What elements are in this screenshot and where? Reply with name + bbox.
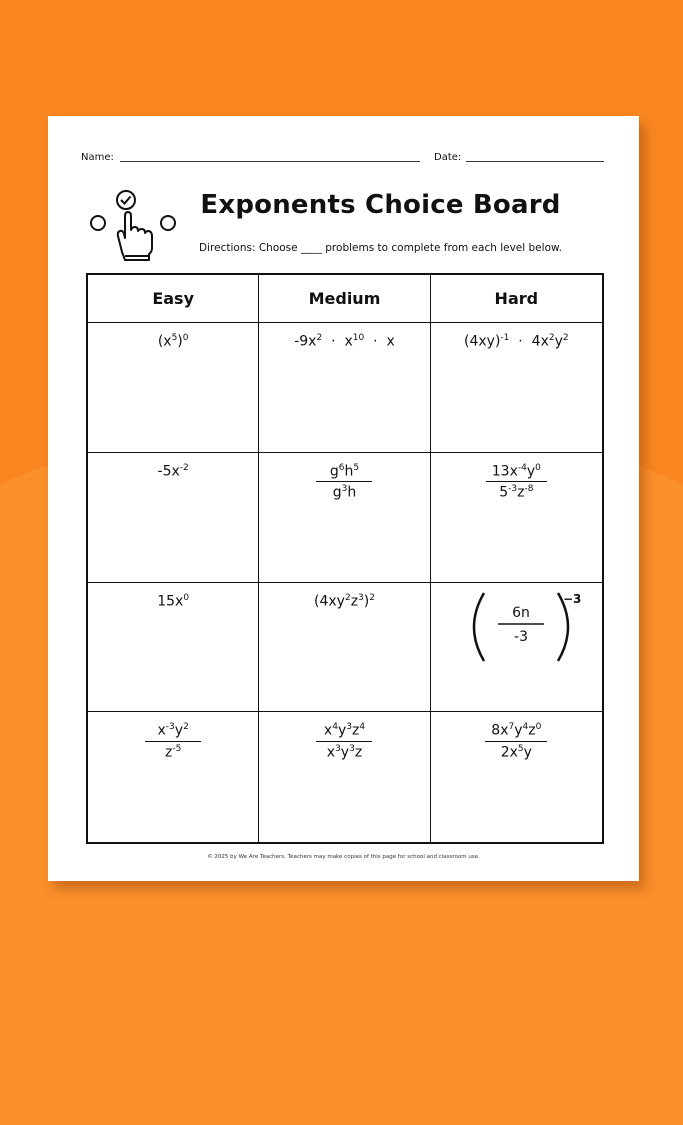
- fraction-numerator: $8x^7y^4z^0$: [485, 722, 547, 742]
- copyright-footer: © 2025 by We Are Teachers. Teachers may make copies of this page for school and classroom use.: [207, 854, 480, 860]
- worksheet-page: [48, 116, 639, 881]
- paren-exponent: −3: [563, 591, 582, 606]
- problem-fraction: [431, 722, 602, 760]
- problem-cell: [431, 453, 602, 583]
- problem-expression: $-9x^2 \cdot x^{10} \cdot x$: [294, 333, 395, 350]
- fraction-denominator: $z^{-5}$: [164, 743, 182, 761]
- fraction-numerator: $13x^{-4}y^0$: [486, 463, 547, 483]
- problem-cell: [259, 323, 430, 453]
- problem-parenthesized-fraction: [431, 587, 602, 667]
- problem-fraction: [259, 722, 429, 760]
- date-label: Date:: [434, 152, 462, 163]
- page-title: Exponents Choice Board: [200, 190, 561, 220]
- paren-numerator: 6n: [512, 604, 531, 621]
- parenthesized-fraction-graphic: [446, 587, 586, 667]
- problem-cell: [259, 583, 430, 713]
- fraction-numerator: $x^{-3}y^2$: [145, 722, 201, 742]
- problem-fraction: [259, 463, 429, 501]
- column-header-medium: Medium: [259, 275, 430, 323]
- directions-text: Directions: Choose ____ problems to complete from each level below.: [199, 242, 562, 254]
- problem-cell: [259, 453, 430, 583]
- column-header-easy: Easy: [88, 275, 259, 323]
- problem-expression: $15x^0$: [157, 592, 190, 610]
- problem-cell: [431, 323, 602, 453]
- problem-cell: [259, 712, 430, 842]
- fraction-denominator: $x^3y^3z$: [326, 743, 363, 761]
- fraction-numerator: $g^6h^5$: [316, 463, 372, 483]
- problem-fraction: [88, 722, 258, 760]
- problem-cell: [431, 583, 602, 713]
- problem-expression: $(x^5)^0$: [157, 333, 189, 350]
- fraction-numerator: $x^4y^3z^4$: [316, 722, 372, 742]
- problem-cell: [431, 712, 602, 842]
- fraction-denominator: $2x^5y$: [500, 743, 532, 761]
- problem-fraction: [431, 463, 602, 501]
- hand-pointer-choice-icon: [88, 186, 180, 266]
- fraction-denominator: $5^{-3}z^{-8}$: [499, 484, 534, 502]
- date-field-line: [466, 161, 604, 162]
- problem-cell: [88, 583, 259, 713]
- name-label: Name:: [81, 152, 114, 163]
- problem-cell: [88, 453, 259, 583]
- column-header-hard: Hard: [431, 275, 602, 323]
- problem-expression: $(4xy)^{-1} \cdot 4x^2y^2$: [464, 333, 569, 350]
- choice-board-table: [86, 273, 604, 844]
- problem-expression: $(4xy^2z^3)^2$: [314, 592, 375, 610]
- name-field-line: [120, 161, 420, 162]
- fraction-denominator: $g^3h$: [332, 484, 357, 502]
- problem-cell: [88, 712, 259, 842]
- problem-expression: $-5x^{-2}$: [157, 462, 189, 480]
- paren-denominator: -3: [514, 628, 529, 645]
- problem-cell: [88, 323, 259, 453]
